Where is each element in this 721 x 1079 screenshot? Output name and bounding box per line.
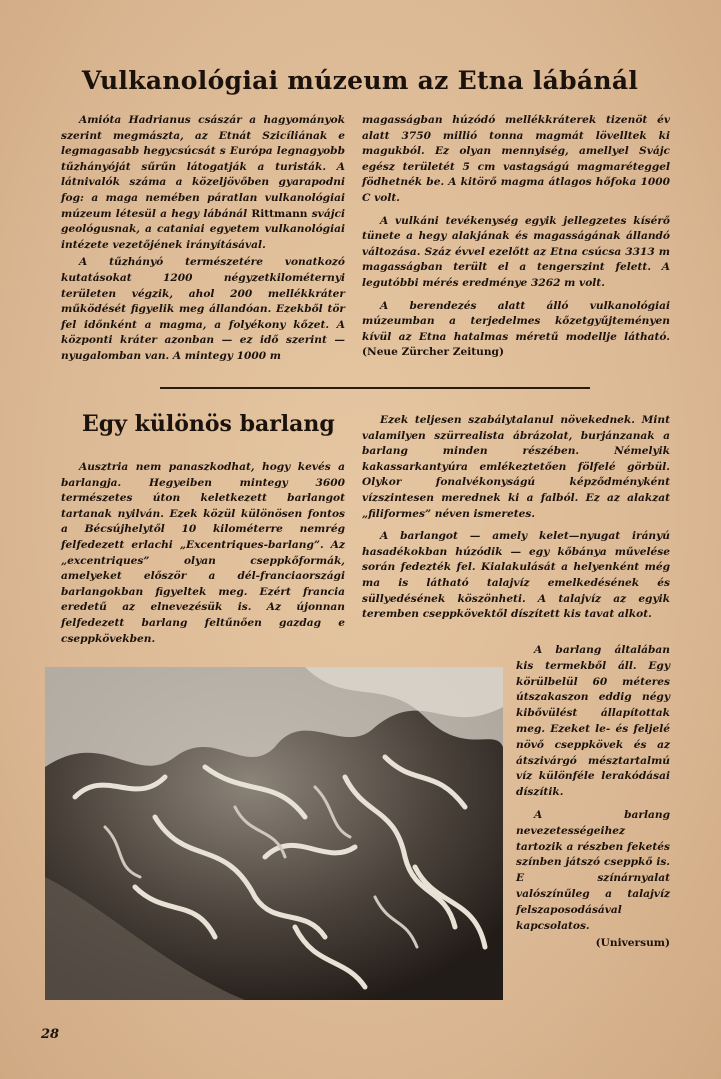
article2-paragraph: Ausztria nem panaszkodhat, hogy kevés a barlangja. Hegyeiben mintegy 3600 természetes úton keletkezett barlangot tartanak nyilván. Ezek közül különösen fontos a Bécsújhelytől 10 kilométerre nemrég felfedezett erlachi „Excentriques-barlang”. Az „excentriques” olyan cseppkőformák, amelyeket először a dél-franciaországi barlangokban figyeltek meg. Ezért francia eredetű az elnevezésük is. Az újonnan felfedezett barlang feltűnően gazdag e cseppkövekben. (61, 461, 345, 645)
cave-photo-icon (45, 667, 503, 1000)
article1-paragraph: A vulkáni tevékenység egyik jellegzetes kísérő tünete a hegy alakjának és magasságának állandó változása. Száz évvel ezelőtt az Etna csúcsa 3313 m magasságban terült el a tengerszint felett. A legutóbbi mérés eredménye 3262 m volt. (362, 214, 670, 289)
paragraph-text: A berendezés alatt álló vulkanológiai múzeumban a terjedelmes kőzetgyűjteményen kívül az Etna hatalmas méretű modellje látható. (362, 299, 670, 343)
article2-source: (Universum) (595, 937, 670, 950)
article1-column-1 (61, 113, 345, 365)
article2-paragraph: A barlangot — amely kelet—nyugat irányú hasadékokban húzódik — egy kőbánya művelése során fedezték fel. Kialakulását a helyenként még ma is látható talajvíz emelkedésének és süllyedésének köszönheti. A talajvíz az egyik teremben cseppkövektől díszített kis tavat alkot. (362, 530, 670, 621)
article1-column-2 (362, 113, 670, 361)
article1-title: Vulkanológiai múzeum az Etna lábánál (81, 66, 639, 95)
paragraph-text: svájci geológusnak, a cataniai egyetem vulkanológiai intézete vezetőjének irányításával. (61, 207, 345, 251)
article2-paragraph: A barlang általában kis termekből áll. Egy körülbelül 60 méteres útszakaszon eddig négy kibővülést állapítottak meg. Ezeket le- és feljelé növő cseppkövek és az átszivárgó mésztartalmú víz különféle lerakódásai díszítik. (516, 644, 670, 799)
cave-photo (45, 667, 503, 1000)
article1-paragraph: magasságban húzódó mellékkráterek tizenöt év alatt 3750 millió tonna magmát lövelltek ki magukból. Ez olyan mennyiség, amellyel Svájc egész területét 5 cm vastagságú magmaréteggel födhetnék be. A kitörő magma átlagos hőfoka 1000 C volt. (362, 114, 670, 204)
section-divider (160, 387, 590, 389)
article1-source: (Neue Zürcher Zeitung) (362, 346, 504, 359)
person-name: Rittmann (251, 207, 308, 220)
article2-column-1 (61, 460, 345, 647)
paragraph-text: Amióta Hadrianus császár a hagyományok szerint megmászta, az Etnát Szicíliának e legmagasabb hegycsúcsát s Európa legnagyobb tűzhányóját sűrűn látogatják a turisták. A látnivalók száma a közeljövőben gyarapodni fog: a maga nemében páratlan vulkanológiai múzeum létesül a hegy lábánál (61, 114, 345, 220)
page-number: 28 (41, 1027, 60, 1042)
article2-column-2 (362, 413, 670, 623)
article1-paragraph: A tűzhányó természetére vonatkozó kutatásokat 1200 négyzetkilométernyi területen végzik, ahol 200 mellékkráter működését figyelik meg állandóan. Ezekből tör fel időnként a magma, a folyékony kőzet. A központi kráter azonban — ez idő szerint — nyugalomban van. A mintegy 1000 m (61, 256, 345, 362)
article2-column-3 (516, 643, 670, 952)
article2-paragraph: Ezek teljesen szabálytalanul növekednek. Mint valamilyen szürrealista ábrázolat, burjánzanak a barlang minden részében. Némelyik kakassarkantyúra emlékeztetően fölfelé görbül. Olykor fonalvékonyságú képződményként vízszintesen merednek ki a falból. Ez az alakzat „filiformes” néven ismeretes. (362, 414, 670, 520)
article2-paragraph: A barlang nevezetességeihez tartozik a részben feketés színben játszó cseppkő is. E színárnyalat valószínűleg a talajvíz felszaposodásával kapcsolatos. (516, 808, 670, 932)
article1-paragraph (362, 299, 670, 361)
article2-title: Egy különös barlang (82, 411, 335, 437)
article1-paragraph (61, 113, 345, 253)
